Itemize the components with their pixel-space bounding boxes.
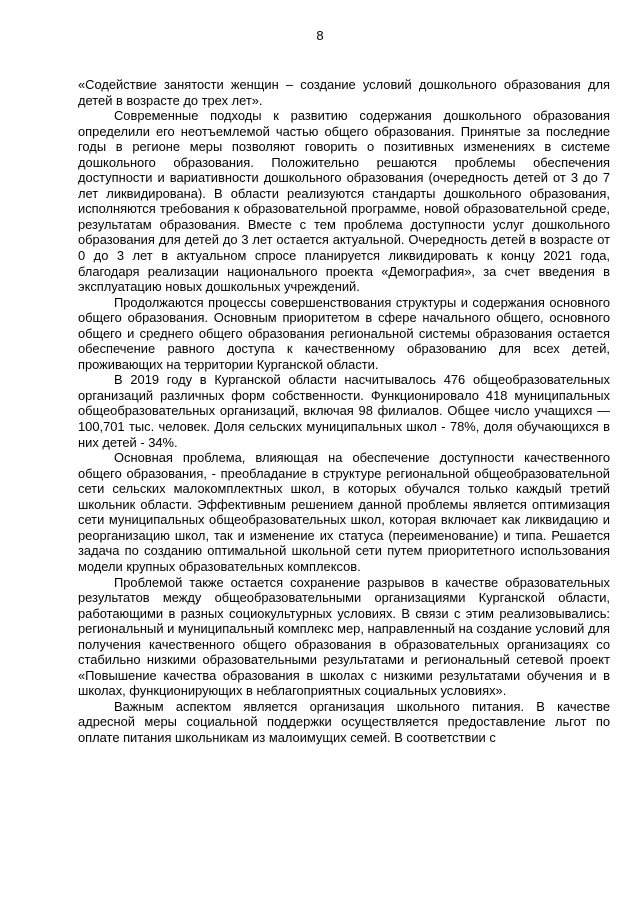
paragraph-main-problem: Основная проблема, влияющая на обеспечение доступности качественного общего образования, - преобладание в структуре региональной общеобразовательной сети сельских малокомплектных школ, в которых обучался только каждый третий школьник области. Эффективным решением данной проблемы является оптимизация сети муниципальных общеобразовательных школ, которая включает как ликвидацию и реорганизацию школ, так и изменение их статуса (переименование) и типа. Решается задача по созданию оптимальной школьной сети путем приоритетного использования модели крупных образовательных комплексов. <box>78 450 610 574</box>
paragraph-preschool-education: Современные подходы к развитию содержания дошкольного образования определили его неотъемлемой частью общего образования. Принятые за последние годы в регионе меры позволяют говорить о позитивных изменениях в системе дошкольного образования. Положительно решаются проблемы обеспечения доступности и вариативности дошкольного образования (очередность детей от 3 до 7 лет ликвидирована). В области реализуются стандарты дошкольного образования, исполняются требования к образовательной программе, новой образовательной среде, результатам образования. Вместе с тем проблема доступности услуг дошкольного образования для детей до 3 лет остается актуальной. Очередность детей в возрасте от 0 до 3 лет в актуальном спросе планируется ликвидировать к концу 2021 года, благодаря реализации национального проекта «Демография», за счет введения в эксплуатацию новых дошкольных учреждений. <box>78 108 610 295</box>
paragraph-school-meals: Важным аспектом является организация школьного питания. В качестве адресной меры социальной поддержки осуществляется предоставление льгот по оплате питания школьникам из малоимущих семей. В соответствии с <box>78 698 610 745</box>
document-body <box>78 77 610 746</box>
paragraph-quality-gaps: Проблемой также остается сохранение разрывов в качестве образовательных результатов между общеобразовательными организациями Курганской области, работающими в разных социокультурных условиях. В связи с этим реализовывались: региональный и муниципальный комплекс мер, направленный на создание условий для получения качественного общего образования в образовательных организациях со стабильно низкими образовательными результатами и региональный сетевой проект «Повышение качества образования в школах с низкими результатами обучения и в школах, функционирующих в неблагоприятных социальных условиях». <box>78 574 610 699</box>
paragraph-general-education: Продолжаются процессы совершенствования структуры и содержания основного общего образования. Основным приоритетом в сфере начального общего, основного общего и среднего общего образования региональной системы образования остается обеспечение равного доступа к качественному образованию для всех детей, проживающих на территории Курганской области. <box>78 294 610 372</box>
paragraph-school-statistics: В 2019 году в Курганской области насчитывалось 476 общеобразовательных организаций различных форм собственности. Функционировало 418 муниципальных общеобразовательных организаций, включая 98 филиалов. Общее число учащихся — 100,701 тыс. человек. Доля сельских муниципальных школ - 78%, доля обучающихся в них детей - 34%. <box>78 372 610 450</box>
page-number: 8 <box>316 28 324 43</box>
paragraph-intro-continuation: «Содействие занятости женщин – создание условий дошкольного образования для детей в возрасте до трех лет». <box>78 77 610 108</box>
